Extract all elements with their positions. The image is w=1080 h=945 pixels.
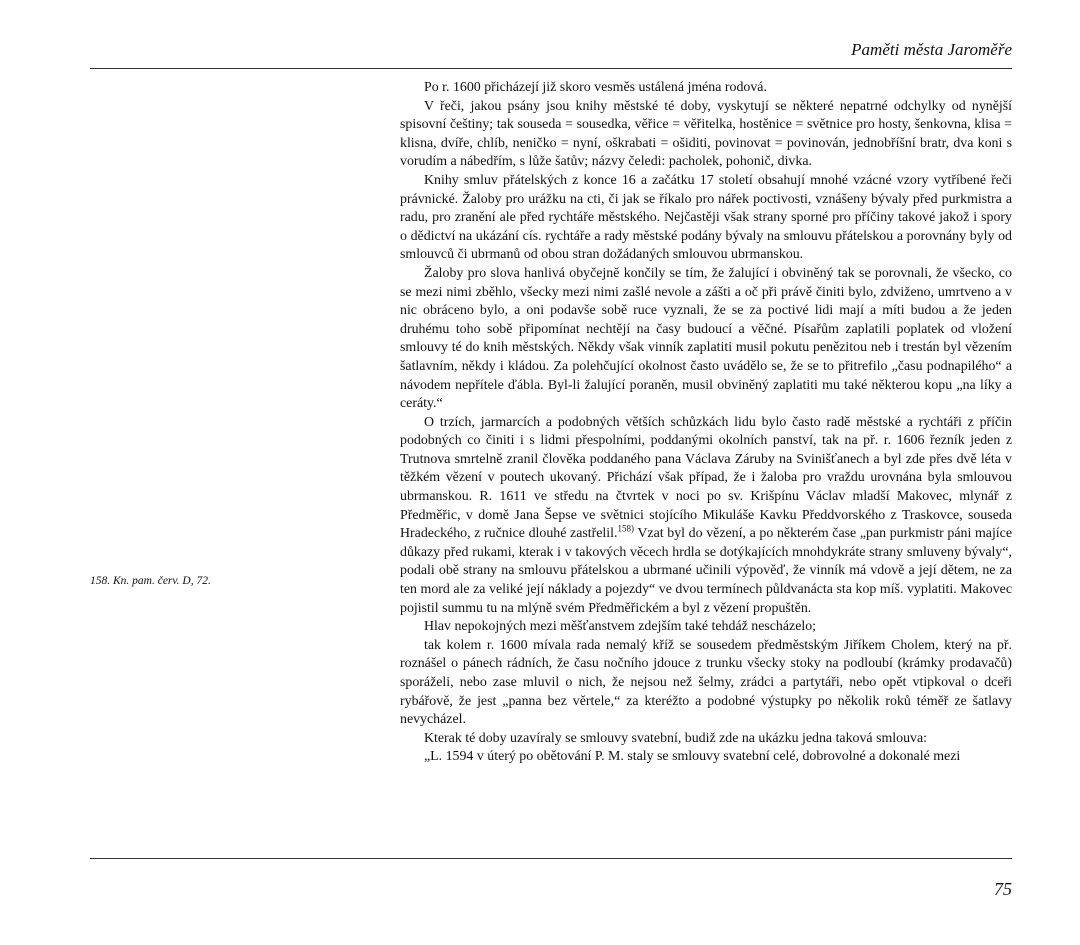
footer-rule bbox=[90, 858, 1012, 859]
paragraph: Knihy smluv přátelských z konce 16 a začátku 17 století obsahují mnohé vzácné vzory vytříbené řeči právnické. Žaloby pro urážku na cti, či jak se říkalo pro nářek poctivosti, vznášeny bývaly před purkmistra a radu, pro zranění ale před rychtáře městského. Nejčastěji však strany sporné pro příčiny takové jakož i spory o dědictví na ukázání cís. rychtáře a rady městské podány bývaly na smlouvu přátelskou a porovnány byly od smlouvců či ubrmanů od obou stran dožádaných smlouvou ubrmanskou. bbox=[400, 172, 1012, 263]
paragraph-text: Vzat byl do vězení, a po některém čase „pan purkmistr páni majíce důkazy před rukami, kterak i v takových věcech hrdla se dotýkajících mnohdykráte strany smluveny bývaly“, podali obě strany na smlouvu přátelskou a ubrmané učinili výpověď, že vinník má vdově a její dětem, ne za ten mord ale za veliké její náklady a pojezdy“ ve dvou termínech půldvanácta sta kop míš. vyplatiti. Makovec pojistil summu tu na mlýně svém Předměřickém a byl z vězení propuštěn. bbox=[400, 526, 1012, 616]
footnote-margin-note: 158. Kn. pam. červ. D, 72. bbox=[90, 575, 211, 587]
paragraph: „L. 1594 v úterý po obětování P. M. staly se smlouvy svatební celé, dobrovolné a dokonalé mezi bbox=[424, 749, 961, 765]
paragraph: Po r. 1600 přicházejí již skoro vesměs ustálená jména rodová. bbox=[424, 80, 767, 95]
page-header bbox=[90, 38, 1012, 69]
paragraph-text: O trzích, jarmarcích a podobných větších schůzkách lidu bylo často radě městské a rychtáři z příčin podobných co činiti i s lidmi přespolními, poddanými okolních panství, tak na př. r. 1606 řezník jeden z Trutnova smrtelně zranil člověka poddaného pana Václava Záruby na Svinišťanech a byl zde přes dvě léta v těžkém vězení v poutech ukovaný. Přichází však případ, že i žaloba pro vraždu urovnána byla smlouvou ubrmanskou. R. 1611 ve středu na čtvrtek v noci po sv. Krišpínu Václav mladší Makovec, mlynář z Předměřic, v domě Jana Šepse ve světnici stojícího Mikuláše Kavku Předdvorského z Traskovce, souseda Hradeckého, z ručnice dlouhé zastřelil. bbox=[400, 414, 1012, 542]
footnote-reference: 158) bbox=[617, 523, 634, 534]
paragraph: Kterak té doby uzavíraly se smlouvy svatební, budiž zde na ukázku jedna taková smlouva: bbox=[424, 730, 927, 746]
paragraph: Žaloby pro slova hanlivá obyčejně končily se tím, že žalující i obviněný tak se porovnali, že všecko, co se mezi nimi zběhlo, všecky mezi nimi zašlé nevole a zášti a oč při právě činiti bylo, zdviženo, umrtveno a v nic obráceno bylo, a oni podavše sobě ruce vyznali, že se za poctivé lidi mají a míti budou a že jeden druhému toho sobě připomínat nechtějí na časy budoucí a věčné. Písařům zaplatili poplatek od vložení smlouvy té do knih městských. Někdy však vinník zaplatiti musil pokutu penězitou neb i trestán byl vězením šatlavním, někdy i kládou. Za polehčující okolnost často uvádělo se, že se to přitrefilo „času podnapilého“ a návodem nepřítele ďábla. Byl-li žalující poraněn, musil obviněný zaplatiti mu také některou kopu „na líky a ceráty.“ bbox=[400, 265, 1012, 412]
body-text bbox=[400, 79, 1012, 767]
paragraph: tak kolem r. 1600 mívala rada nemalý kříž se sousedem předměstským Jiříkem Cholem, který na př. roznášel o pánech rádních, že času nočního jdouce z trunku všecky stoky na podloubí (krámky prodavačů) sporáželi, nebo zase mluvil o nich, že nejsou než šelmy, zrádci a partytáři, nebo opět vtipkoval o dceři rybářově, že jest „panna bez věrtele,“ za kteréžto a podobné výstupky po několik roků téměř ze šatlavy nevycházel. bbox=[400, 637, 1012, 728]
running-title: Paměti města Jaroměře bbox=[851, 40, 1012, 59]
paragraph: Hlav nepokojných mezi měšťanstvem zdejším také tehdáž nescházelo; bbox=[424, 619, 817, 635]
paragraph: V řeči, jakou psány jsou knihy městské té doby, vyskytují se některé nepatrné odchylky od nynější spisovní češtiny; tak souseda = sousedka, věřice = věřitelka, hostěnice = světnice pro hosty, šenkovna, klisa = klisna, dvíře, chlíb, neničko = nyní, oškrabati = ošiditi, povinovat = povinován, jednobříšní bratr, dva koni s vorudím a nábedřím, s lůže šatův; názvy čeledi: pacholek, pohonič, divka. bbox=[400, 98, 1012, 170]
page-number: 75 bbox=[994, 879, 1012, 899]
paragraph bbox=[400, 414, 1012, 619]
